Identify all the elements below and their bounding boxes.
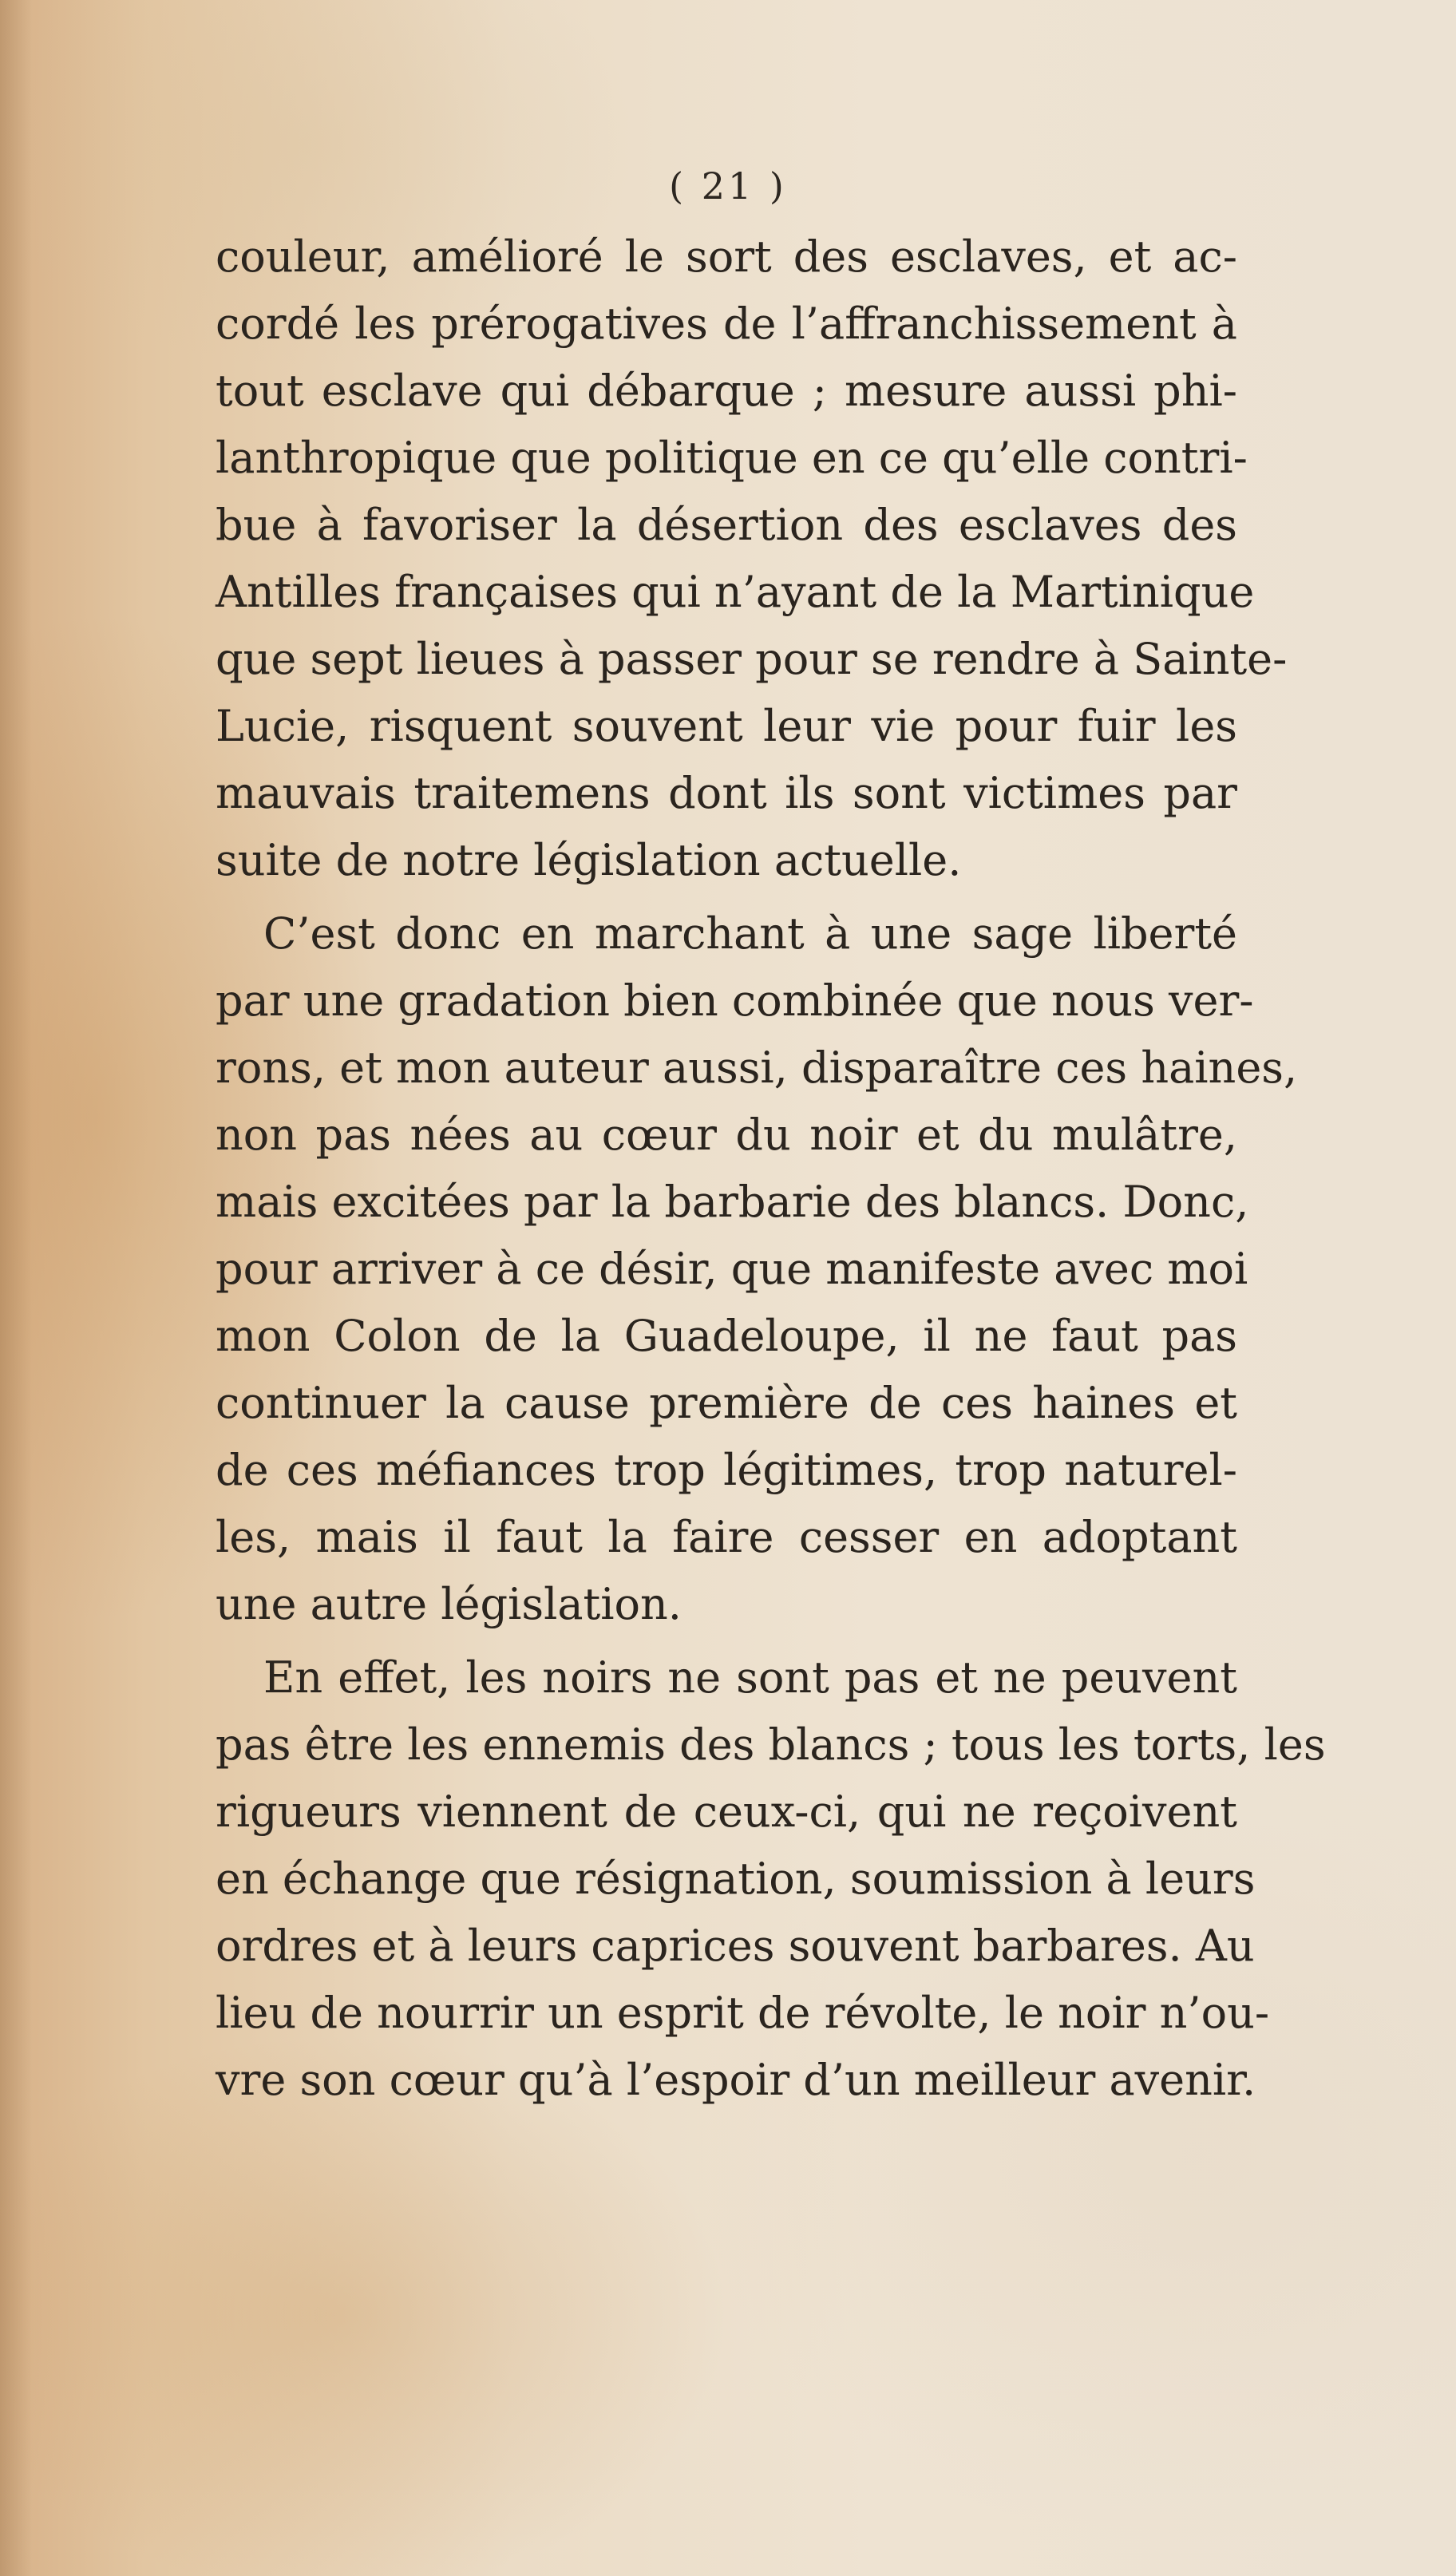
text-line: couleur, amélioré le sort des esclaves, et ac- xyxy=(216,231,1237,282)
text-line: rigueurs viennent de ceux-ci, qui ne reçoivent xyxy=(216,1787,1237,1837)
text-line: vre son cœur qu’à l’espoir d’un meilleur avenir. xyxy=(216,2055,1256,2105)
text-line: C’est donc en marchant à une sage liberté xyxy=(263,908,1237,959)
text-line: mais excitées par la barbarie des blancs. Donc, xyxy=(216,1177,1249,1227)
text-line: cordé les prérogatives de l’affranchissement à xyxy=(216,299,1237,349)
text-line: En effet, les noirs ne sont pas et ne peuvent xyxy=(263,1652,1237,1703)
text-line: non pas nées au cœur du noir et du mulâtre, xyxy=(216,1110,1237,1160)
page-fold-shadow xyxy=(0,0,32,2576)
text-line: lanthropique que politique en ce qu’elle contri- xyxy=(216,433,1248,483)
text-line: les, mais il faut la faire cesser en adoptant xyxy=(216,1512,1237,1562)
text-line: en échange que résignation, soumission à leurs xyxy=(216,1854,1256,1904)
text-line: Lucie, risquent souvent leur vie pour fuir les xyxy=(216,701,1237,751)
text-line: lieu de nourrir un esprit de révolte, le noir n’ou- xyxy=(216,1988,1270,2038)
body-text xyxy=(216,224,1326,2114)
text-line: pas être les ennemis des blancs ; tous les torts, les xyxy=(216,1719,1326,1770)
text-line: par une gradation bien combinée que nous ver- xyxy=(216,975,1254,1026)
text-line: Antilles françaises qui n’ayant de la Martinique xyxy=(216,567,1255,617)
text-line: une autre législation. xyxy=(216,1579,682,1629)
text-line: bue à favoriser la désertion des esclaves des xyxy=(216,500,1237,550)
page-number: ( 21 ) xyxy=(669,164,787,208)
text-line: pour arriver à ce désir, que manifeste avec moi xyxy=(216,1244,1248,1294)
text-line: suite de notre législation actuelle. xyxy=(216,835,962,885)
text-line: tout esclave qui débarque ; mesure aussi phi- xyxy=(216,366,1237,416)
text-line: ordres et à leurs caprices souvent barbares. Au xyxy=(216,1921,1255,1971)
text-line: continuer la cause première de ces haines et xyxy=(216,1378,1237,1428)
text-line: de ces méfiances trop légitimes, trop naturel- xyxy=(216,1445,1237,1495)
text-line: rons, et mon auteur aussi, disparaître ces haines, xyxy=(216,1043,1298,1093)
text-line: que sept lieues à passer pour se rendre à Sainte- xyxy=(216,634,1288,684)
text-line: mon Colon de la Guadeloupe, il ne faut pas xyxy=(216,1311,1237,1361)
text-line: mauvais traitemens dont ils sont victimes par xyxy=(216,768,1237,818)
